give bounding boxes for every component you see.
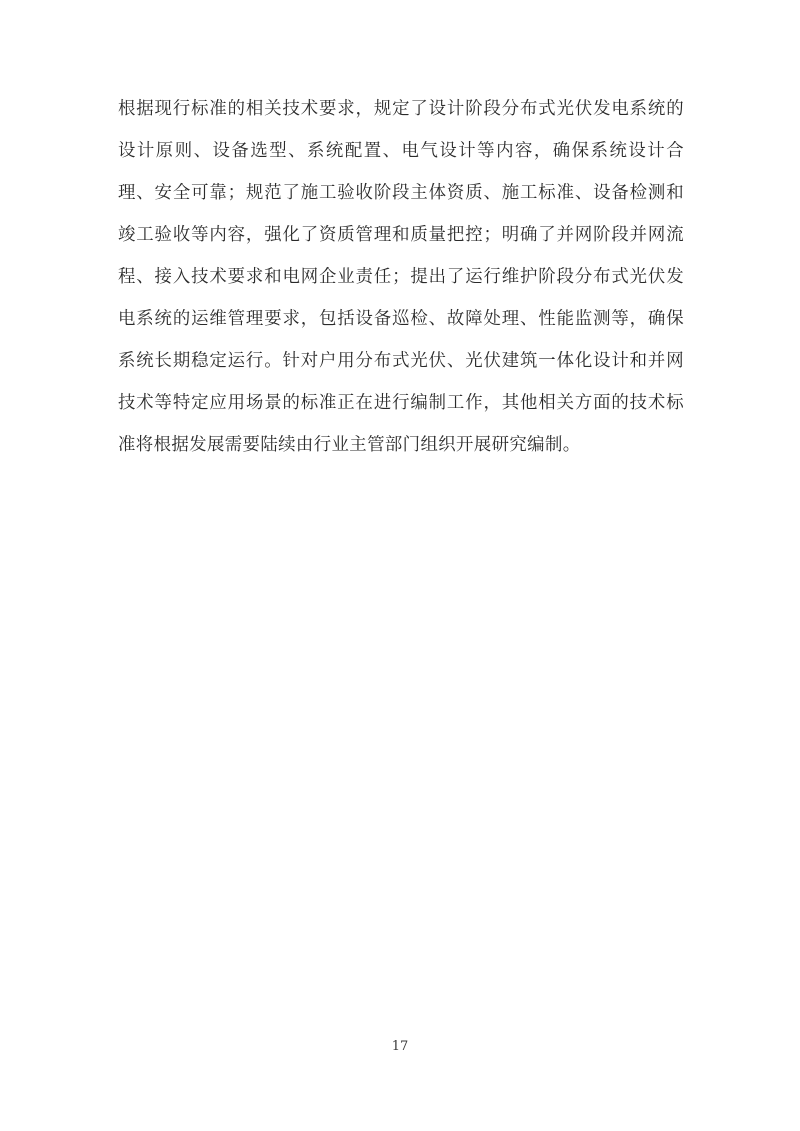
document-body xyxy=(118,88,684,466)
page-number: 17 xyxy=(391,1039,409,1054)
body-paragraph: 根据现行标准的相关技术要求，规定了设计阶段分布式光伏发电系统的设计原则、设备选型、系统配置、电气设计等内容，确保系统设计合理、安全可靠；规范了施工验收阶段主体资质、施工标准、设备检测和竣工验收等内容，强化了资质管理和质量把控；明确了并网阶段并网流程、接入技术要求和电网企业责任；提出了运行维护阶段分布式光伏发电系统的运维管理要求，包括设备巡检、故障处理、性能监测等，确保系统长期稳定运行。针对户用分布式光伏、光伏建筑一体化设计和并网技术等特定应用场景的标准正在进行编制工作，其他相关方面的技术标准将根据发展需要陆续由行业主管部门组织开展研究编制。 xyxy=(118,99,684,455)
